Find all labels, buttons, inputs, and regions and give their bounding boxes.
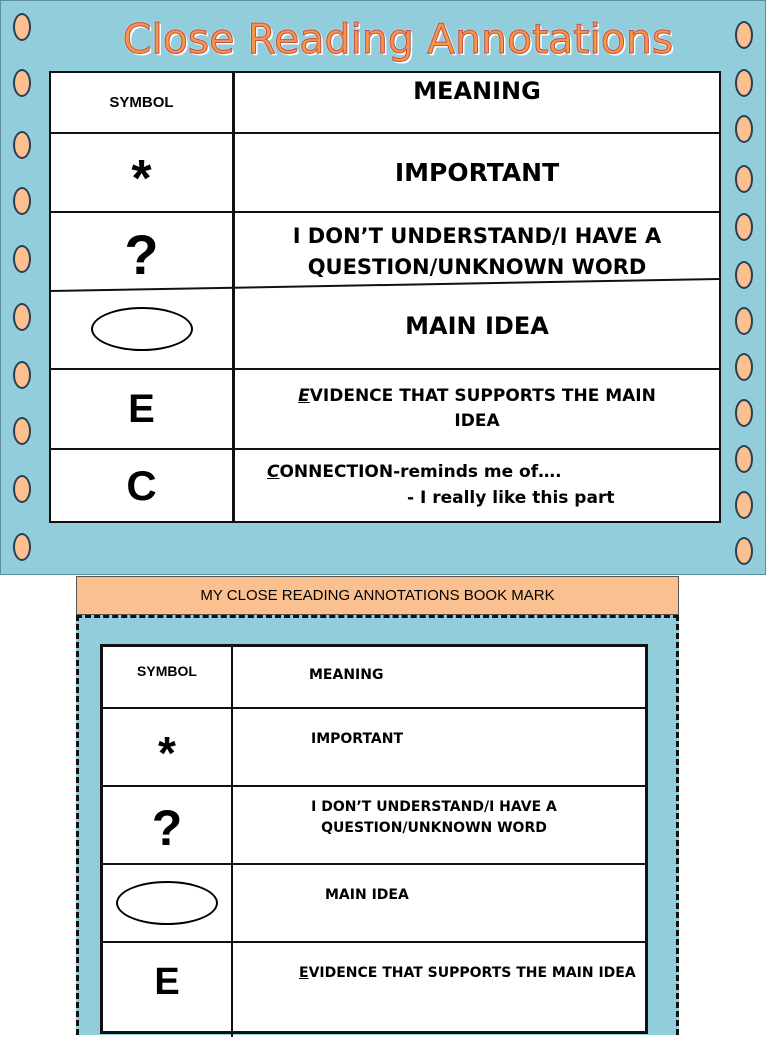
dot-icon xyxy=(13,417,31,445)
dot-icon xyxy=(13,533,31,561)
dot-icon xyxy=(735,69,753,97)
table-header-row xyxy=(103,647,645,709)
asterisk-symbol: * xyxy=(131,149,152,208)
oval-symbol xyxy=(51,290,232,368)
meaning-main-idea: MAIN IDEA xyxy=(325,887,409,903)
dot-icon xyxy=(735,353,753,381)
oval-icon xyxy=(91,307,193,351)
symbol-column-header: SYMBOL xyxy=(109,94,174,111)
column-divider xyxy=(232,73,235,521)
underlined-letter: E xyxy=(299,965,309,981)
dot-icon xyxy=(735,491,753,519)
meaning-text: ONNECTION-reminds me of…. xyxy=(279,462,562,482)
dot-icon xyxy=(735,115,753,143)
question-mark-symbol: ? xyxy=(151,800,183,856)
bookmark-title: MY CLOSE READING ANNOTATIONS BOOK MARK xyxy=(76,576,679,615)
dot-icon xyxy=(735,261,753,289)
table-row xyxy=(51,370,719,450)
table-header-row xyxy=(51,73,719,134)
meaning-question: I DON’T UNDERSTAND/I HAVE A QUESTION/UNKNOWN WORD xyxy=(292,223,662,279)
symbol-column-header: SYMBOL xyxy=(137,663,197,679)
table-row xyxy=(51,134,719,213)
dot-icon xyxy=(13,361,31,389)
dot-icon xyxy=(13,13,31,41)
letter-e-symbol: E xyxy=(154,961,180,1003)
oval-icon xyxy=(116,881,218,925)
left-dot-border xyxy=(13,1,35,576)
poster-title: Close Reading Annotations xyxy=(122,15,674,63)
poster-annotation-table xyxy=(49,71,721,523)
question-mark-symbol: ? xyxy=(124,223,159,286)
dot-icon xyxy=(735,537,753,565)
meaning-column-header: MEANING xyxy=(309,667,384,683)
dot-icon xyxy=(13,69,31,97)
meaning-evidence xyxy=(235,370,719,448)
meaning-important: IMPORTANT xyxy=(394,158,560,187)
dot-icon xyxy=(735,445,753,473)
dot-icon xyxy=(13,475,31,503)
letter-c-symbol: C xyxy=(126,461,157,509)
table-row xyxy=(103,865,645,943)
bookmark-annotation-table xyxy=(100,644,648,1034)
right-dot-border xyxy=(735,1,757,576)
letter-e-symbol: E xyxy=(128,386,155,431)
dot-icon xyxy=(735,399,753,427)
column-divider xyxy=(231,647,233,1037)
dot-icon xyxy=(13,303,31,331)
dot-icon xyxy=(13,131,31,159)
underlined-letter: C xyxy=(267,462,280,482)
meaning-main-idea: MAIN IDEA xyxy=(405,312,549,340)
table-row xyxy=(103,787,645,865)
dot-icon xyxy=(13,245,31,273)
table-row xyxy=(103,709,645,787)
meaning-text: VIDENCE THAT SUPPORTS THE MAIN IDEA xyxy=(309,386,656,431)
dot-icon xyxy=(735,213,753,241)
table-row xyxy=(51,290,719,370)
underlined-letter: E xyxy=(298,386,310,406)
dot-icon xyxy=(13,187,31,215)
meaning-text: VIDENCE THAT SUPPORTS THE MAIN IDEA xyxy=(308,965,636,981)
dot-icon xyxy=(735,165,753,193)
meaning-question: I DON’T UNDERSTAND/I HAVE A QUESTION/UNKNOWN WORD xyxy=(311,799,557,836)
table-row xyxy=(103,943,645,1037)
meaning-important: IMPORTANT xyxy=(311,731,404,747)
meaning-evidence xyxy=(233,943,645,1037)
oval-symbol xyxy=(103,865,231,941)
meaning-column-header: MEANING xyxy=(413,77,541,105)
asterisk-symbol: * xyxy=(158,727,176,779)
dot-icon xyxy=(735,21,753,49)
dot-icon xyxy=(735,307,753,335)
table-row xyxy=(51,450,719,521)
meaning-connection xyxy=(235,450,719,521)
meaning-line-2: - I really like this part xyxy=(407,488,615,508)
